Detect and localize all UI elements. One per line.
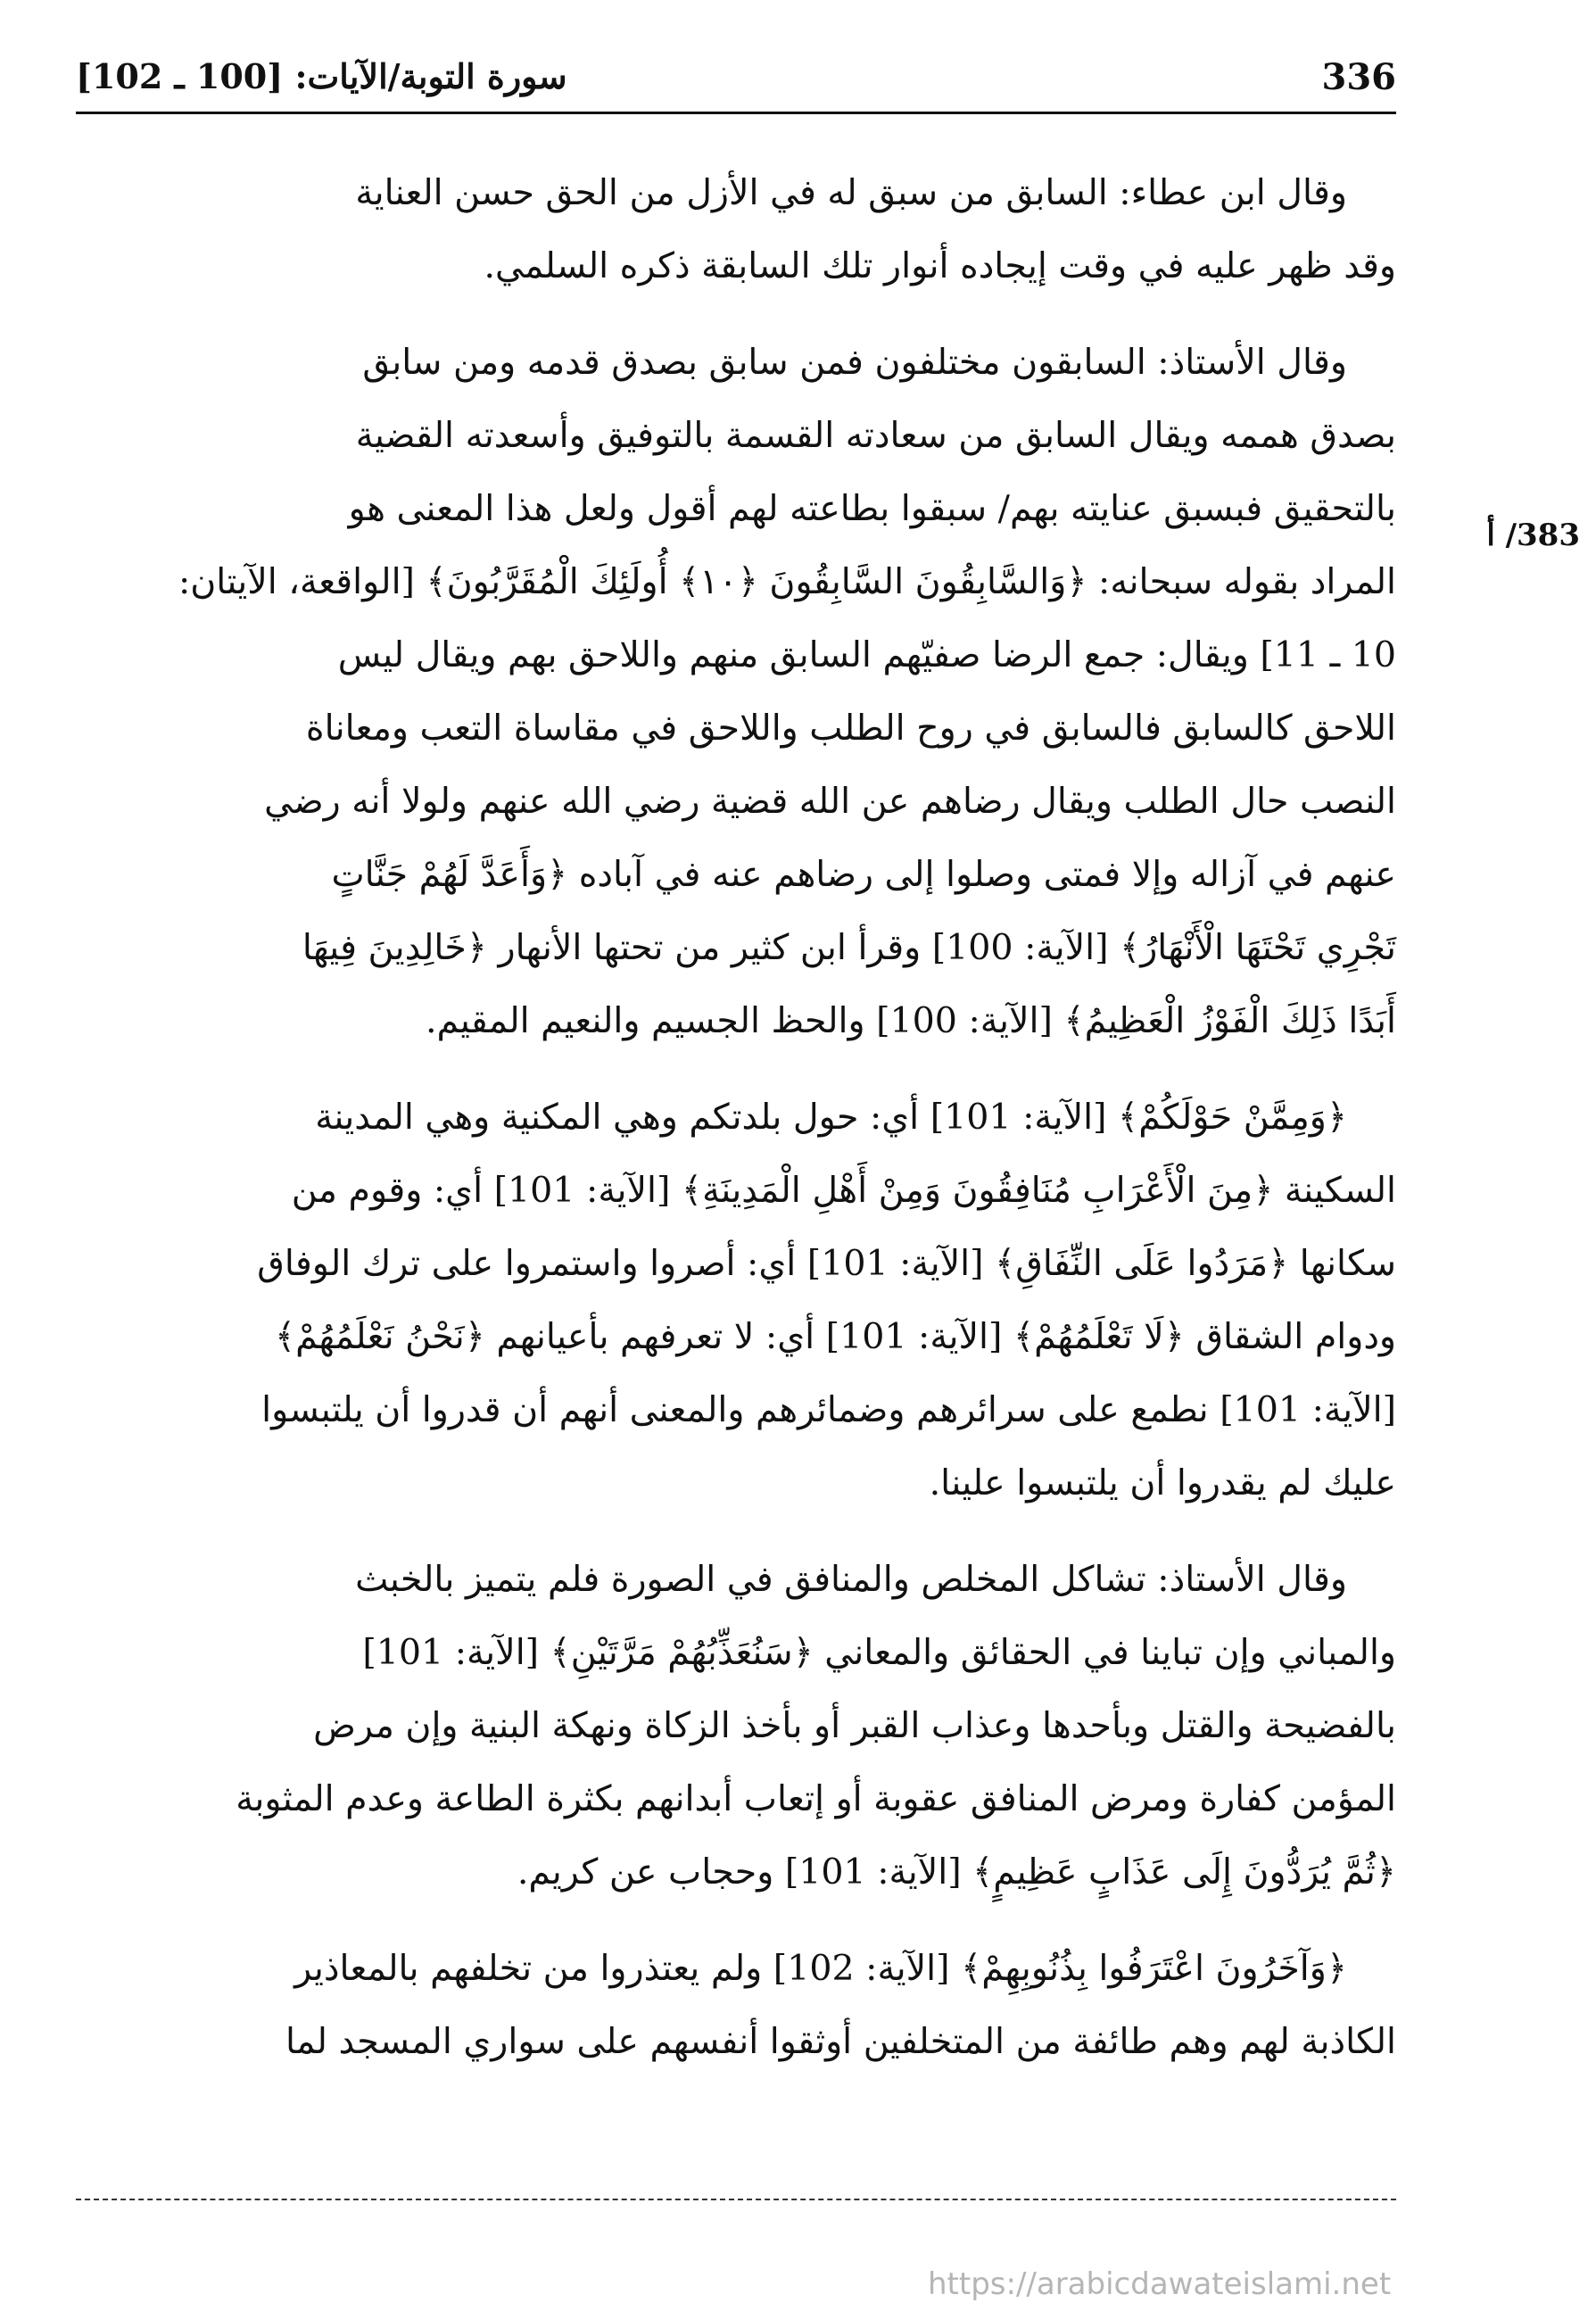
body-text (76, 156, 1396, 2101)
paragraph-ustadh-sabiqun: وقال الأستاذ: السابقون مختلفون فمن سابق بصدق قدمه ومن سابق بصدق هممه ويقال السابق من سعادته القسمة بالتوفيق وأسعدته القضية بالتحقيق فبسبق عنايته بهم/ سبقوا بطاعته لهم أقول ولعل هذا المعنى هو المراد بقوله سبحانه: ﴿وَالسَّابِقُونَ السَّابِقُونَ ﴿١٠﴾ أُولَئِكَ الْمُقَرَّبُونَ﴾ [الواقعة، الآيتان: 10 ـ 11] ويقال: جمع الرضا صفيّهم السابق منهم واللاحق بهم ويقال ليس اللاحق كالسابق فالسابق في روح الطلب واللاحق في مقاساة التعب ومعاناة النصب حال الطلب ويقال رضاهم عن الله قضية رضي الله عنهم ولولا أنه رضي عنهم في آزاله وإلا فمتى وصلوا إلى رضاهم عنه في آباده ﴿وَأَعَدَّ لَهُمْ جَنَّاتٍ تَجْرِي تَحْتَهَا الْأَنْهَارُ﴾ [الآية: 100] وقرأ ابن كثير من تحتها الأنهار ﴿خَالِدِينَ فِيهَا أَبَدًا ذَلِكَ الْفَوْزُ الْعَظِيمُ﴾ [الآية: 100] والحظ الجسيم والنعيم المقيم. (178, 342, 1396, 1041)
page-header (76, 49, 1396, 114)
footnote-divider (76, 2199, 1396, 2200)
margin-folio-note: 383/ أ (1486, 518, 1580, 553)
paragraph-ibn-ata: وقال ابن عطاء: السابق من سبق له في الأزل من الحق حسن العناية وقد ظهر عليه في وقت إيجاده أنوار تلك السابقة ذكره السلمي. (355, 172, 1396, 286)
paragraph-man-hawlakum: ﴿وَمِمَّنْ حَوْلَكُمْ﴾ [الآية: 101] أي: حول بلدتكم وهي المكنية وهي المدينة السكينة ﴿مِنَ الْأَعْرَابِ مُنَافِقُونَ وَمِنْ أَهْلِ الْمَدِينَةِ﴾ [الآية: 101] أي: وقوم من سكانها ﴿مَرَدُوا عَلَى النِّفَاقِ﴾ [الآية: 101] أي: أصروا واستمروا على ترك الوفاق ودوام الشقاق ﴿لَا تَعْلَمُهُمْ﴾ [الآية: 101] أي: لا تعرفهم بأعيانهم ﴿نَحْنُ نَعْلَمُهُمْ﴾ [الآية: 101] نطمع على سرائرهم وضمائرهم والمعنى أنهم أن قدروا أن يلتبسوا عليك لم يقدروا أن يلتبسوا علينا. (257, 1097, 1396, 1503)
paragraph-akharun: ﴿وَآخَرُونَ اعْتَرَفُوا بِذُنُوبِهِمْ﴾ [الآية: 102] ولم يعتذروا من تخلفهم بالمعاذير الكاذبة لهم وهم طائفة من المتخلفين أوثقوا أنفسهم على سواري المسجد لما (285, 1948, 1396, 2062)
page-number: 336 (1321, 56, 1396, 98)
paragraph-ustadh-munafiq: وقال الأستاذ: تشاكل المخلص والمنافق في الصورة فلم يتميز بالخبث والمباني وإن تباينا في الحقائق والمعاني ﴿سَنُعَذِّبُهُمْ مَرَّتَيْنِ﴾ [الآية: 101] بالفضيحة والقتل وبأحدها وعذاب القبر أو بأخذ الزكاة ونهكة البنية وإن مرض المؤمن كفارة ومرض المنافق عقوبة أو إتعاب أبدانهم بكثرة الطاعة وعدم المثوبة ﴿ثُمَّ يُرَدُّونَ إِلَى عَذَابٍ عَظِيمٍ﴾ [الآية: 101] وحجاب عن كريم. (236, 1559, 1396, 1893)
watermark-url: https://arabicdawateislami.net (928, 2266, 1392, 2302)
running-head: سورة التوبة/الآيات: [100 ـ 102] (76, 56, 567, 96)
